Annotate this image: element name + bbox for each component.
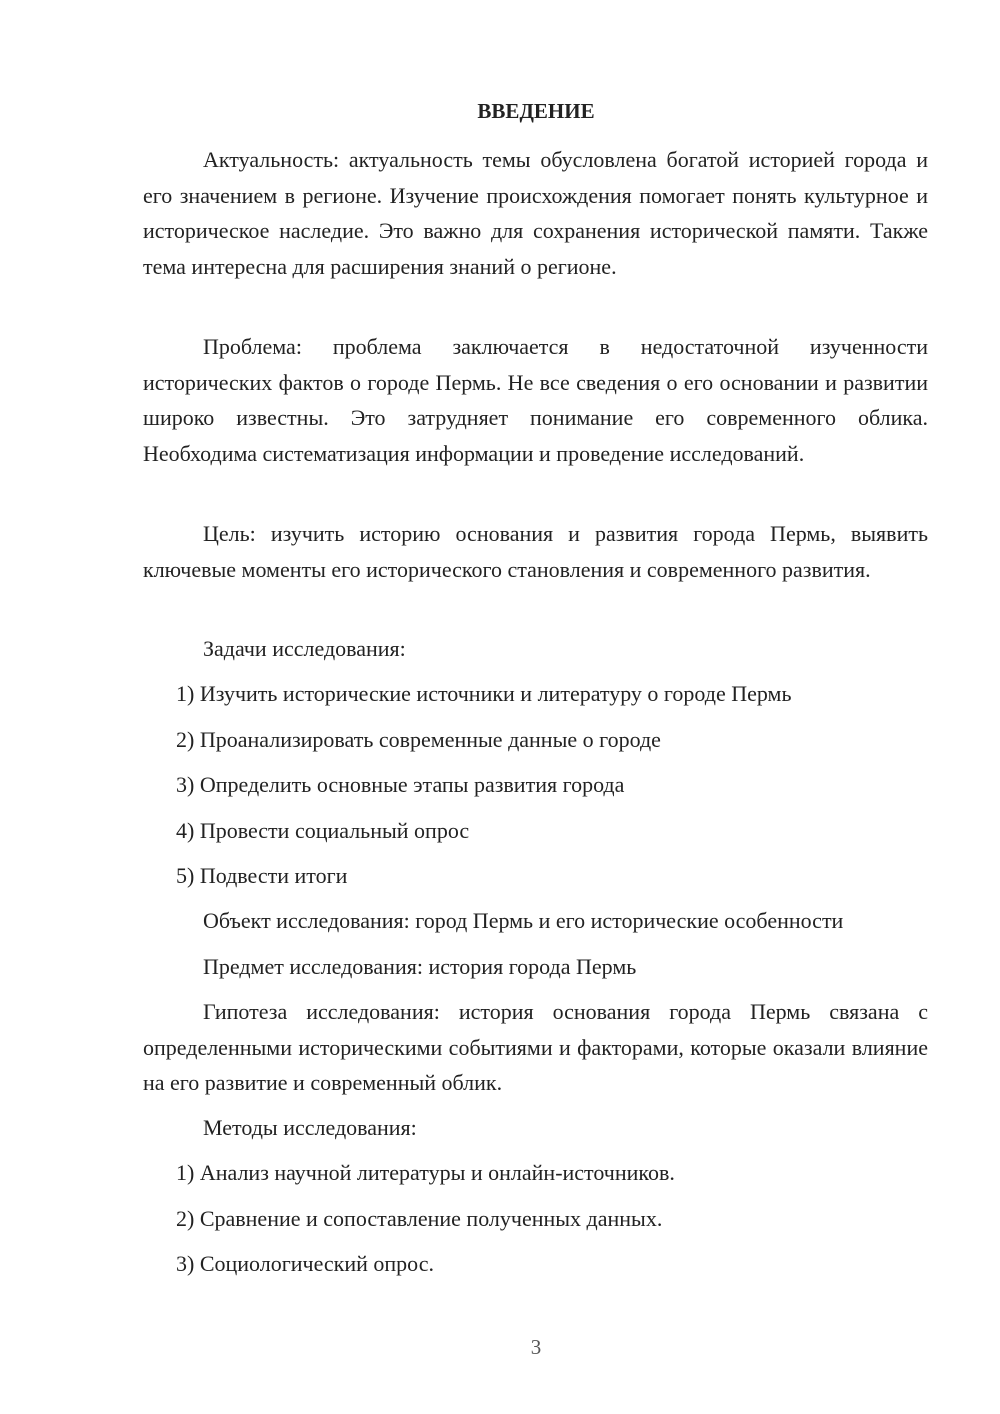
tasks-heading: Задачи исследования: <box>203 636 406 661</box>
list-item-method-3: 3) Социологический опрос. <box>176 1251 434 1276</box>
list-item-method-2: 2) Сравнение и сопоставление полученных данных. <box>176 1206 663 1231</box>
goal-paragraph: Цель: изучить историю основания и развития города Пермь, выявить ключевые моменты его исторического становления и современного развития. <box>143 521 928 582</box>
methods-heading: Методы исследования: <box>203 1115 417 1140</box>
hypothesis-paragraph: Гипотеза исследования: история основания города Пермь связана с определенными историческими событиями и факторами, которые оказали влияние на его развитие и современный облик. <box>143 999 928 1095</box>
list-item-task-5: 5) Подвести итоги <box>176 863 348 888</box>
list-item-task-4: 4) Провести социальный опрос <box>176 818 470 843</box>
subject-line: Предмет исследования: история города Пермь <box>203 954 637 979</box>
page-number: 3 <box>530 1335 542 1359</box>
object-line: Объект исследования: город Пермь и его исторические особенности <box>203 908 844 933</box>
list-item-method-1: 1) Анализ научной литературы и онлайн-источников. <box>176 1160 675 1185</box>
list-item-task-2: 2) Проанализировать современные данные о городе <box>176 727 661 752</box>
relevance-paragraph: Актуальность: актуальность темы обусловлена богатой историей города и его значением в регионе. Изучение происхождения помогает понять культурное и историческое наследие. Это важно для сохранения исторической памяти. Также тема интересна для расширения знаний о регионе. <box>143 147 928 279</box>
page-title: ВВЕДЕНИЕ <box>477 99 595 123</box>
problem-paragraph: Проблема: проблема заключается в недостаточной изученности исторических фактов о городе Пермь. Не все сведения о его основании и развитии широко известны. Это затрудняет понимание его современного облика. Необходима систематизация информации и проведение исследований. <box>143 334 928 466</box>
list-item-task-1: 1) Изучить исторические источники и литературу о городе Пермь <box>176 681 792 706</box>
list-item-task-3: 3) Определить основные этапы развития города <box>176 772 625 797</box>
